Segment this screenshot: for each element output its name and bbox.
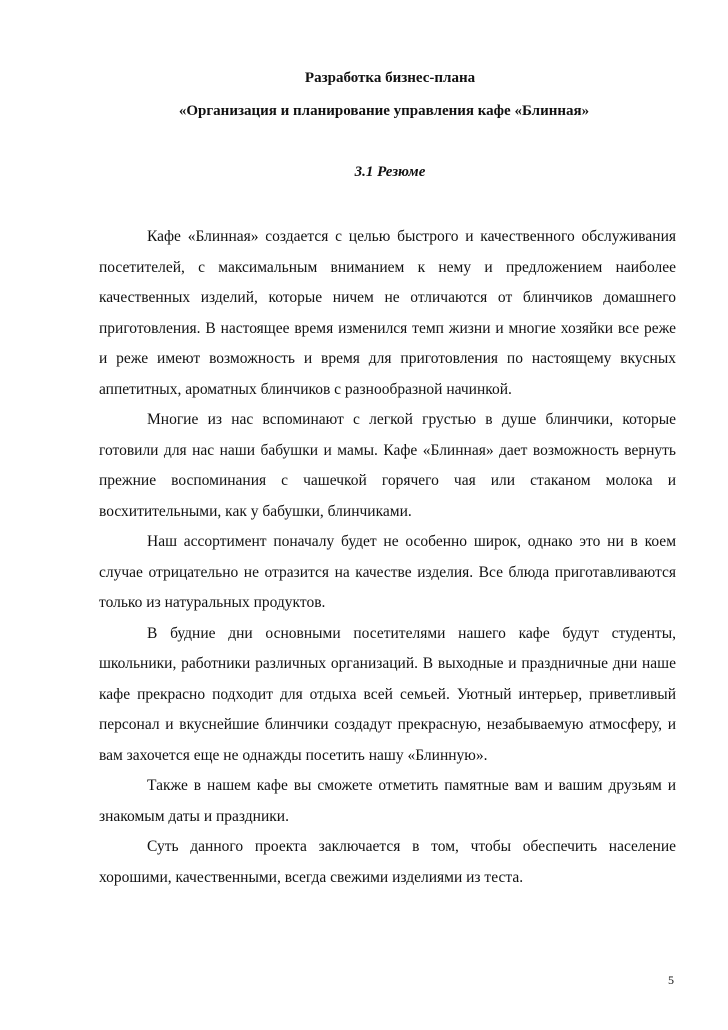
- paragraph: Многие из нас вспоминают с легкой грустью в душе блинчики, которые готовили для нас наши бабушки и мамы. Кафе «Блинная» дает возможность вернуть прежние воспоминания с чашечкой горячего чая или стаканом молока и восхитительными, как у бабушки, блинчиками.: [99, 411, 676, 520]
- body-text: [99, 222, 676, 893]
- paragraph: Кафе «Блинная» создается с целью быстрого и качественного обслуживания посетителей, с максимальным вниманием к нему и предложением наиболее качественных изделий, которые ничем не отличаются от блинчиков домашнего приготовления. В настоящее время изменился темп жизни и многие хозяйки все реже и реже имеют возможность и время для приготовления по настоящему вкусных аппетитных, ароматных блинчиков с разнообразной начинкой.: [99, 228, 676, 398]
- paragraph: В будние дни основными посетителями нашего кафе будут студенты, школьники, работники различных организаций. В выходные и праздничные дни наше кафе прекрасно подходит для отдыха всей семьей. Уютный интерьер, приветливый персонал и вкуснейшие блинчики создадут прекрасную, незабываемую атмосферу, и вам захочется еще не однажды посетить нашу «Блинную».: [99, 624, 676, 764]
- page-number: 5: [668, 973, 674, 987]
- section-heading: 3.1 Резюме: [354, 164, 426, 180]
- document-title: Разработка бизнес-плана: [304, 70, 476, 86]
- document-subtitle: «Организация и планирование управления кафе «Блинная»: [178, 103, 590, 119]
- paragraph: Суть данного проекта заключается в том, чтобы обеспечить население хорошими, качественными, всегда свежими изделиями из теста.: [99, 838, 676, 886]
- paragraph: Также в нашем кафе вы сможете отметить памятные вам и вашим друзьям и знакомым даты и праздники.: [99, 777, 676, 825]
- paragraph: Наш ассортимент поначалу будет не особенно широк, однако это ни в коем случае отрицательно не отразится на качестве изделия. Все блюда приготавливаются только из натуральных продуктов.: [99, 533, 676, 611]
